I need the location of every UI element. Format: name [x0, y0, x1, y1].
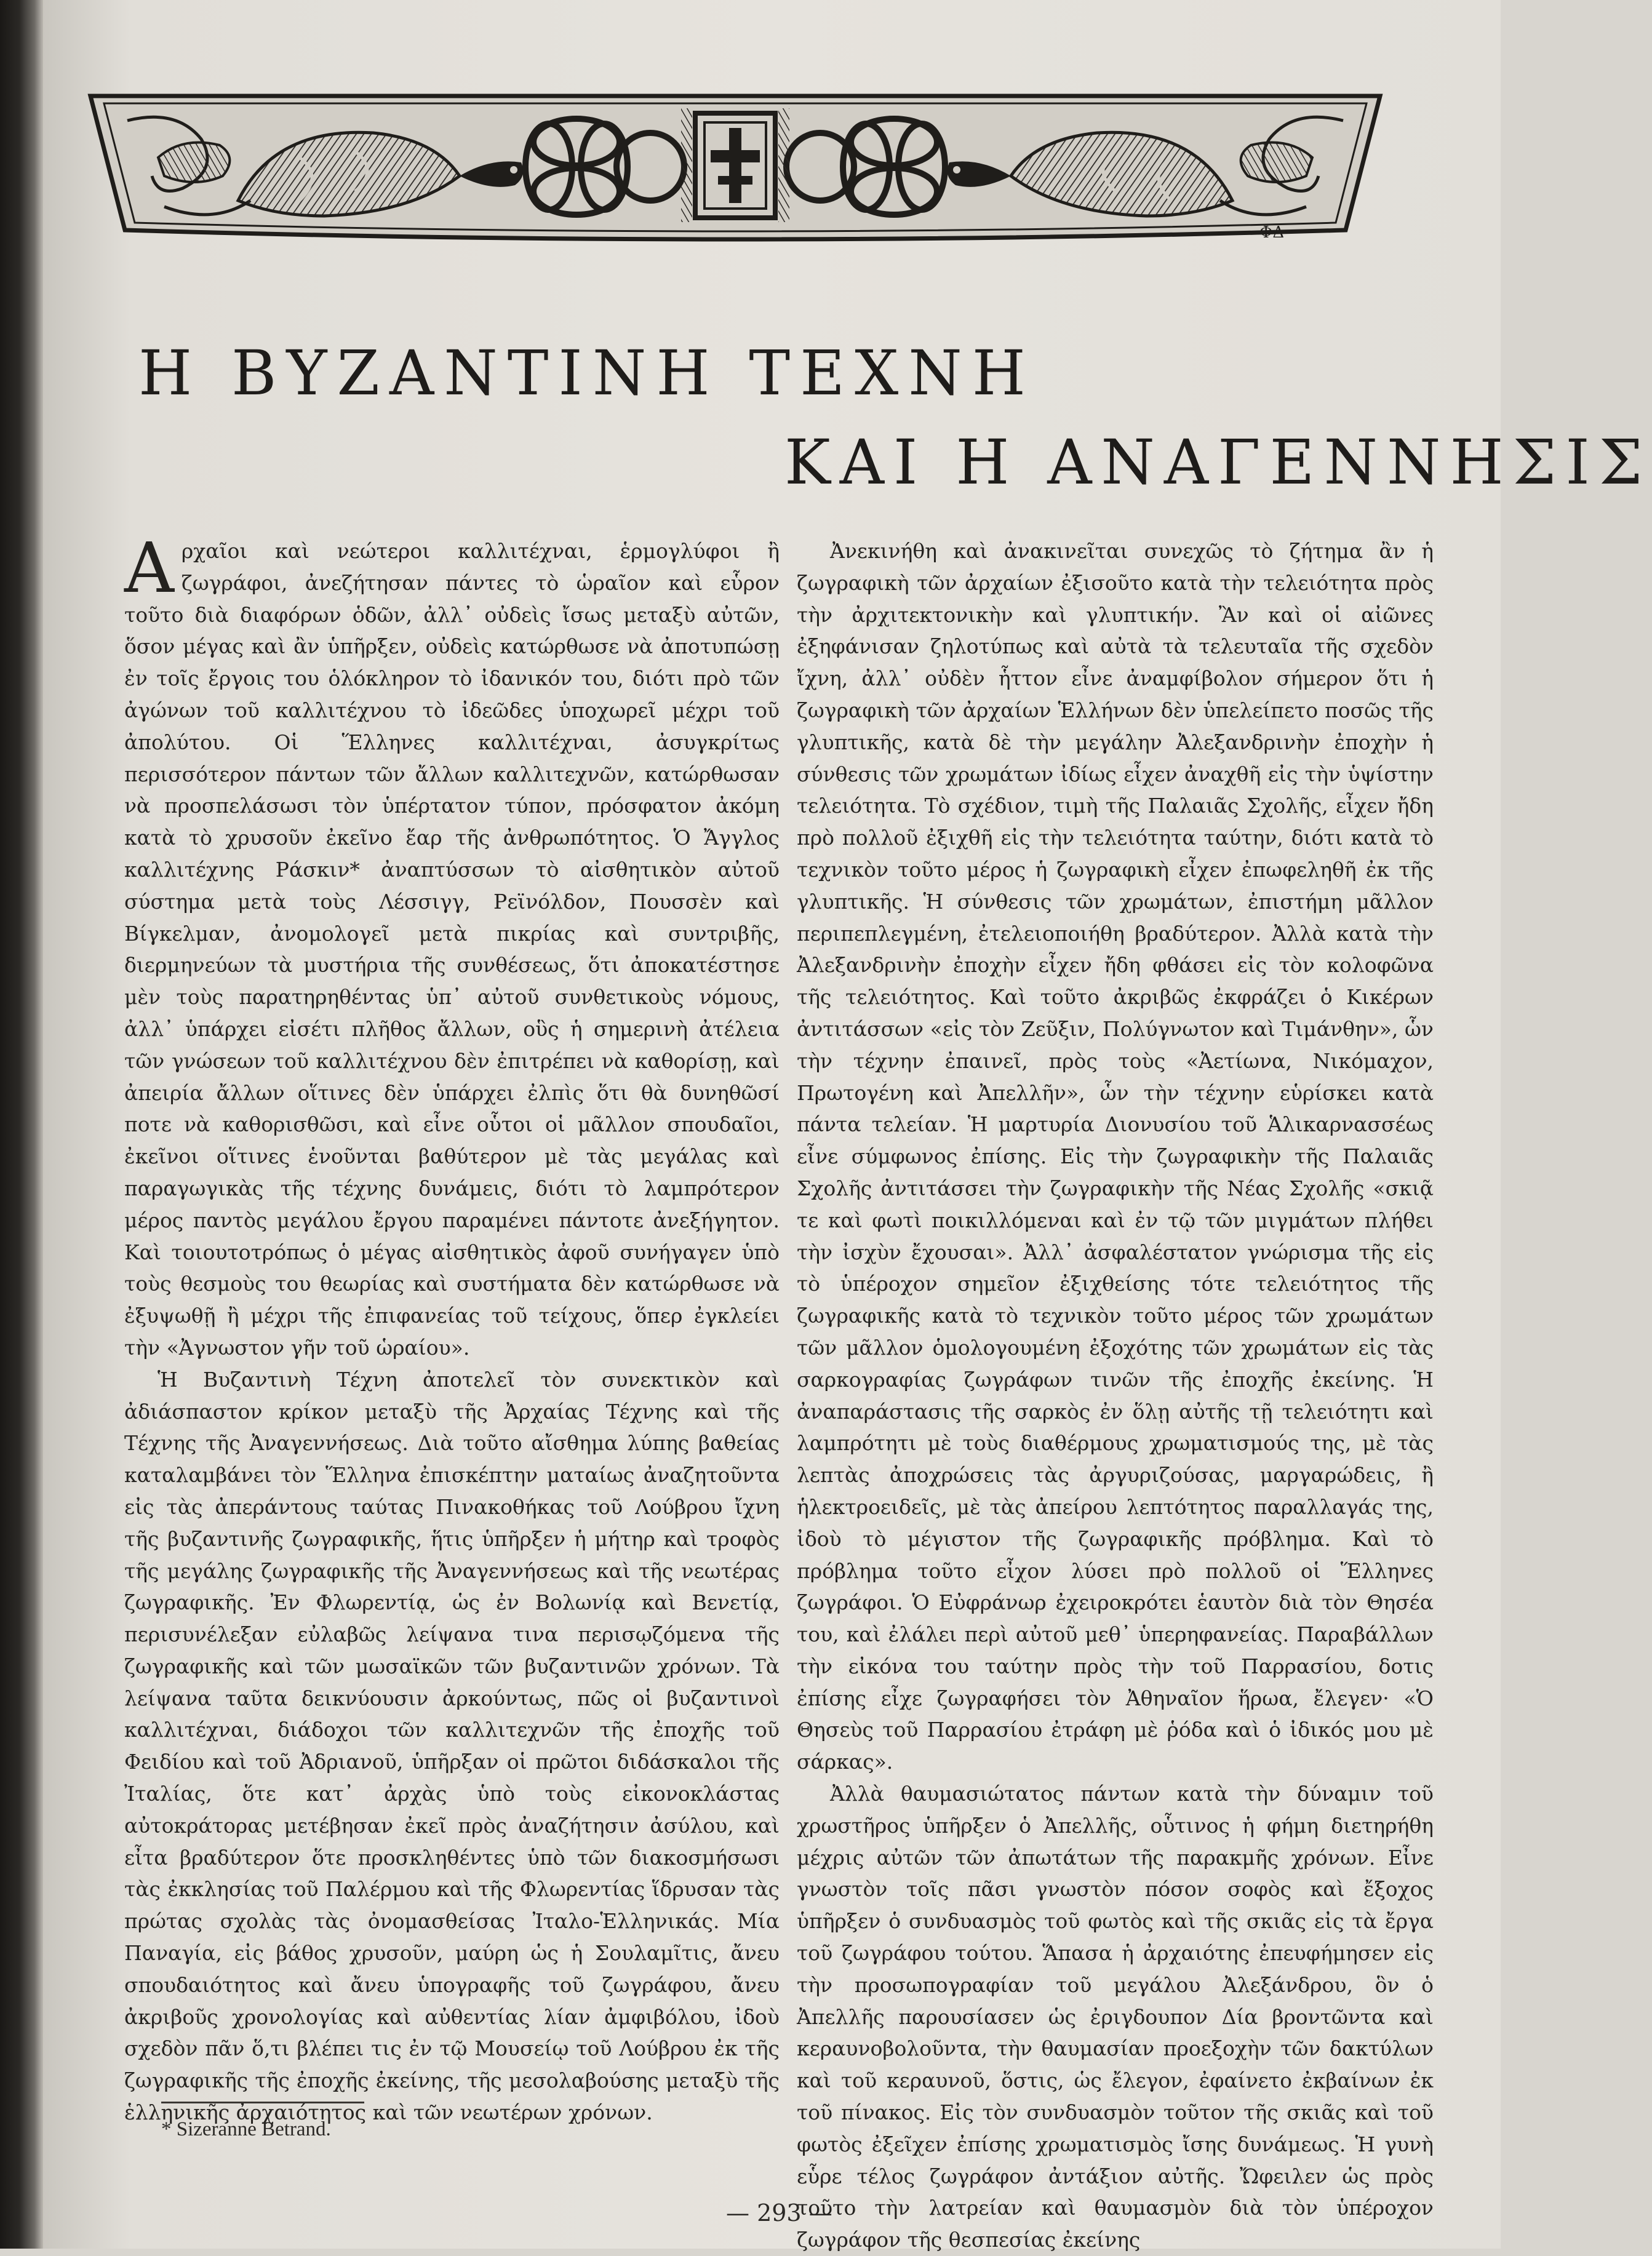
- drop-cap: Α: [124, 528, 174, 608]
- paragraph: Ἡ Βυζαντινὴ Τέχνη ἀποτελεῖ τὸν συνεκτικὸν καὶ ἀδιάσπαστον κρίκον μεταξὺ τῆς Ἀρχαίας Τέχνης καὶ τῆς Τέχνης τῆς Ἀναγεννήσεως. Διὰ τοῦτο αἴσθημα λύπης βαθείας καταλαμβάνει τὸν Ἕλληνα ἐπισκέπτην ματαίως ἀναζητοῦντα εἰς τὰς ἀπεράντους ταύτας Πινακοθήκας τοῦ Λούβρου ἴχνη τῆς βυζαντινῆς ζωγραφικῆς, ἥτις ὑπῆρξεν ἡ μήτηρ καὶ τροφὸς τῆς μεγάλης ζωγραφικῆς τῆς Ἀναγεννήσεως καὶ τῆς νεωτέρας ζωγραφικῆς. Ἐν Φλωρεντίᾳ, ὡς ἐν Βολωνίᾳ καὶ Βενετίᾳ, περισυνέλεξαν εὐλαβῶς λείψανα τινα περισῳζόμενα τῆς ζωγραφικῆς καὶ τῶν μωσαϊκῶν τῶν βυζαντινῶν χρόνων. Τὰ λείψανα ταῦτα δεικνύουσιν ἀρκούντως, πῶς οἱ βυζαντινοὶ καλλιτέχναι, διάδοχοι τῶν καλλιτεχνῶν τῆς ἐποχῆς τοῦ Φειδίου καὶ τοῦ Ἀδριανοῦ, ὑπῆρξαν οἱ πρῶτοι διδάσκαλοι τῆς Ἰταλίας, ὅτε κατ᾽ ἀρχὰς ὑπὸ τοὺς εἰκονοκλάστας αὐτοκράτορας μετέβησαν ἐκεῖ πρὸς ἀναζήτησιν ἀσύλου, καὶ εἶτα βραδύτερον ὅτε προσκληθέντες ὑπὸ τῶν διακοσμήσωσι τὰς ἐκκλησίας τοῦ Παλέρμου καὶ τῆς Φλωρεντίας ἵδρυσαν τὰς πρώτας σχολὰς τὰς ὀνομασθείσας Ἰταλο-Ἑλληνικάς. Μία Παναγία, εἰς βάθος χρυσοῦν, μαύρη ὡς ἡ Σουλαμῖτις, ἄνευ σπουδαιότητος καὶ ἄνευ ὑπογραφῆς τοῦ ζωγράφου, ἄνευ ἀκριβοῦς χρονολογίας καὶ αὐθεντίας λίαν ἀμφιβόλου, ἰδοὺ σχεδὸν πᾶν ὅ,τι βλέπει τις ἐν τῷ Μουσείῳ τοῦ Λούβρου ἐκ τῆς ζωγραφικῆς τῆς ἐποχῆς ἐκείνης, τῆς μεσολαβούσης μεταξὺ τῆς ἑλληνικῆς ἀρχαιότητος καὶ τῶν νεωτέρων χρόνων.: [124, 1367, 780, 2125]
- right-text-column: [797, 535, 1434, 2256]
- page-number: — 293 —: [726, 2199, 832, 2226]
- paragraph: [124, 528, 780, 1364]
- book-spine-shadow: [0, 0, 43, 2249]
- ornamental-headpiece: [90, 84, 1380, 250]
- cross-icon: [695, 113, 775, 218]
- footnote-divider: [161, 2102, 364, 2103]
- article-title-line-1: Η ΒΥΖΑΝΤΙΝΗ ΤΕΧΝΗ: [138, 337, 1035, 409]
- paragraph: Ἀλλὰ θαυμασιώτατος πάντων κατὰ τὴν δύναμιν τοῦ χρωστῆρος ὑπῆρξεν ὁ Ἀπελλῆς, οὗτινος ἡ φήμη διετηρήθη μέχρις αὐτῶν τῶν ἀπωτάτων τῆς παρακμῆς χρόνων. Εἶνε γνωστὸν τοῖς πᾶσι γνωστὸν πόσον σοφὸς καὶ ἔξοχος ὑπῆρξεν ὁ συνδυασμὸς τοῦ φωτὸς καὶ τῆς σκιᾶς εἰς τὰ ἔργα τοῦ ζωγράφου τούτου. Ἅπασα ἡ ἀρχαιότης ἐπευφήμησεν εἰς τὴν προσωπογραφίαν τοῦ μεγάλου Ἀλεξάνδρου, ὃν ὁ Ἀπελλῆς παρουσίασεν ὡς ἐριγδουπον Δία βροντῶντα καὶ κεραυνοβολοῦντα, τὴν θαυμασίαν προεξοχὴν τῶν δακτύλων καὶ τοῦ κεραυνοῦ, ὅστις, ὡς ἔλεγον, ἐφαίνετο ἐκβαίνων ἐκ τοῦ πίνακος. Εἰς τὸν συνδυασμὸν τοῦτον τῆς σκιᾶς καὶ τοῦ φωτὸς ἐξεῖχεν ἐπίσης χρωματισμὸς ἴσης δυνάμεως. Ἡ γυνὴ εὗρε τέλος ζωγράφον ἀντάξιον αὐτῆς. Ὤφειλεν ὡς πρὸς τοῦτο τὴν λατρείαν καὶ θαυμασμὸν διὰ τὸν ὑπέροχον ζωγράφον τῆς θεσπεσίας ἐκείνης: [797, 1782, 1434, 2252]
- paragraph-text: ρχαῖοι καὶ νεώτεροι καλλιτέχναι, ἑρμογλύφοι ἢ ζωγράφοι, ἀνεζήτησαν πάντες τὸ ὡραῖον καὶ εὗρον τοῦτο διὰ διαφόρων ὁδῶν, ἀλλ᾽ οὐδεὶς ἴσως μεταξὺ αὐτῶν, ὅσον μέγας καὶ ἂν ὑπῆρξεν, οὐδεὶς κατώρθωσε νὰ ἀποτυπώσῃ ἐν τοῖς ἔργοις του ὁλόκληρον τὸ ἰδανικόν του, διότι πρὸ τῶν ἀγώνων τοῦ καλλιτέχνου τὸ ἰδεῶδες ὑποχωρεῖ μέχρι τοῦ ἀπολύτου. Οἱ Ἕλληνες καλλιτέχναι, ἀσυγκρίτως περισσότερον πάντων τῶν ἄλλων καλλιτεχνῶν, κατώρθωσαν νὰ προσπελάσωσι τὸν ὑπέρτατον τύπον, πρόσφατον ἀκόμη κατὰ τὸ χρυσοῦν ἐκεῖνο ἔαρ τῆς ἀνθρωπότητος. Ὁ Ἄγγλος καλλιτέχνης Ράσκιν* ἀναπτύσσων τὸ αἰσθητικὸν αὐτοῦ σύστημα μετὰ τοὺς Λέσσιγγ, Ρεϊνόλδον, Πουσσὲν καὶ Βίγκελμαν, ἀνομολογεῖ μετὰ πικρίας καὶ συντριβῆς, διερμηνεύων τὰ μυστήρια τῆς συνθέσεως, ὅτι ἀποκατέστησε μὲν τοὺς παρατηρηθέντας ὑπ᾽ αὐτοῦ συνθετικοὺς νόμους, ἀλλ᾽ ὑπάρχει εἰσέτι πλῆθος ἄλλων, οὓς ἡ σημερινὴ ἀτέλεια τῶν γνώσεων τοῦ καλλιτέχνου δὲν ἐπιτρέπει νὰ καθορίσῃ, καὶ ἀπειρία ἄλλων οἵτινες δὲν ὑπάρχει ἐλπὶς ὅτι θὰ δυνηθῶσί ποτε νὰ καθορισθῶσι, καὶ εἶνε οὗτοι οἱ μᾶλλον σπουδαῖοι, ἐκεῖνοι οἵτινες ἑνοῦνται βαθύτερον μὲ τὰς μεγάλας καὶ παραγωγικὰς τῆς τέχνης δυνάμεις, διότι τὸ λαμπρότερον μέρος παντὸς μεγάλου ἔργου παραμένει πάντοτε ἀνεξήγητον. Καὶ τοιουτοτρόπως ὁ μέγας αἰσθητικὸς ἀφοῦ συνήγαγεν ὑπὸ τοὺς θεσμοὺς του θεωρίας καὶ συστήματα δὲν κατώρθωσε νὰ ἐξυψωθῇ ἢ μέχρι τῆς ἐπιφανείας τοῦ τείχους, ὅπερ ἐγκλείει τὴν «Ἀγνωστον γῆν τοῦ ὡραίου».: [124, 539, 780, 1360]
- paragraph: Ἀνεκινήθη καὶ ἀνακινεῖται συνεχῶς τὸ ζήτημα ἂν ἡ ζωγραφικὴ τῶν ἀρχαίων ἐξισοῦτο κατὰ τὴν τελειότητα πρὸς τὴν ἀρχιτεκτονικὴν καὶ γλυπτικήν. Ἂν καὶ οἱ αἰῶνες ἐξηφάνισαν ζηλοτύπως καὶ αὐτὰ τὰ τελευταῖα τῆς σχεδὸν ἴχνη, ἀλλ᾽ οὐδὲν ἧττον εἶνε ἀναμφίβολον σήμερον ὅτι ἡ ζωγραφικὴ τῶν ἀρχαίων Ἑλλήνων δὲν ὑπελείπετο ποσῶς τῆς γλυπτικῆς, κατὰ δὲ τὴν μεγάλην Ἀλεξανδρινὴν ἐποχὴν ἡ σύνθεσις τῶν χρωμάτων ἰδίως εἶχεν ἀναχθῆ εἰς τὴν ὑψίστην τελειότητα. Τὸ σχέδιον, τιμὴ τῆς Παλαιᾶς Σχολῆς, εἶχεν ἤδη πρὸ πολλοῦ ἐξιχθῆ εἰς τὴν τελειότητα ταύτην, διότι κατὰ τὸ τεχνικὸν τοῦτο μέρος ἡ ζωγραφικὴ εἶχεν ἐπωφεληθῆ ἐκ τῆς γλυπτικῆς. Ἡ σύνθεσις τῶν χρωμάτων, ἐπιστήμη μᾶλλον περιπεπλεγμένη, ἐτελειοποιήθη βραδύτερον. Ἀλλὰ κατὰ τὴν Ἀλεξανδρινὴν ἐποχὴν εἶχεν ἤδη φθάσει εἰς τὸν κολοφῶνα τῆς τελειότητος. Καὶ τοῦτο ἀκριβῶς ἐκφράζει ὁ Κικέρων ἀντιτάσσων «εἰς τὸν Ζεῦξιν, Πολύγνωτον καὶ Τιμάνθην», ὧν τὴν τέχνην ἐπαινεῖ, πρὸς τοὺς «Ἀετίωνα, Νικόμαχον, Πρωτογένη καὶ Ἀπελλῆν», ὧν τὴν τέχνην εὑρίσκει κατὰ πάντα τελείαν. Ἡ μαρτυρία Διονυσίου τοῦ Ἁλικαρνασσέως εἶνε σύμφωνος ἐπίσης. Εἰς τὴν ζωγραφικὴν τῆς Παλαιᾶς Σχολῆς ἀντιτάσσει τὴν ζωγραφικὴν τῆς Νέας Σχολῆς «σκιᾷ τε καὶ φωτὶ ποικιλλόμεναι καὶ ἐν τῷ τῶν μιγμάτων πλήθει τὴν ἰσχὺν ἔχουσαι». Ἀλλ᾽ ἀσφαλέστατον γνώρισμα τῆς εἰς τὸ ὑπέροχον σημεῖον ἐξιχθείσης τότε τελειότητος τῆς ζωγραφικῆς κατὰ τὸ τεχνικὸν τοῦτο μέρος τῶν χρωμάτων τῶν μᾶλλον ὁμολογουμένη ἐξοχότης τῶν χρωμάτων εἰς τὰς σαρκογραφίας ζωγράφων τινῶν τῆς ἐποχῆς ἐκείνης. Ἡ ἀναπαράστασις τῆς σαρκὸς ἐν ὅλῃ αὐτῆς τῇ τελειότητι καὶ λαμπρότητι μὲ τοὺς διαθέρμους χρωματισμούς της, μὲ τὰς λεπτὰς ἀποχρώσεις τὰς ἀργυριζούσας, μαργαρώδεις, ἢ ἡλεκτροειδεῖς, μὲ τὰς ἀπείρου λεπτότητος παραλλαγάς της, ἰδοὺ τὸ μέγιστον τῆς ζωγραφικῆς πρόβλημα. Καὶ τὸ πρόβλημα τοῦτο εἶχον λύσει πρὸ πολλοῦ οἱ Ἕλληνες ζωγράφοι. Ὁ Εὐφράνωρ ἐχειροκρότει ἑαυτὸν διὰ τὸν Θησέα του, καὶ ἐλάλει περὶ αὐτοῦ μεθ᾽ ὑπερηφανείας. Παραβάλλων τὴν εἰκόνα του ταύτην πρὸς τὴν τοῦ Παρρασίου, δοτις ἐπίσης εἶχε ζωγραφήσει τὸν Ἀθηναῖον ἥρωα, ἔλεγεν· «Ὁ Θησεὺς τοῦ Παρρασίου ἐτράφη μὲ ῥόδα καὶ ὁ ἰδικός μου μὲ σάρκας».: [797, 539, 1434, 1774]
- article-title-line-2: ΚΑΙ Η ΑΝΑΓΕΝΝΗΣΙΣ: [784, 426, 1652, 498]
- monogram-mark: ΦΔ: [1259, 223, 1285, 242]
- left-text-column: [124, 528, 780, 2129]
- footnote: * Sizeranne Betrand.: [161, 2118, 331, 2140]
